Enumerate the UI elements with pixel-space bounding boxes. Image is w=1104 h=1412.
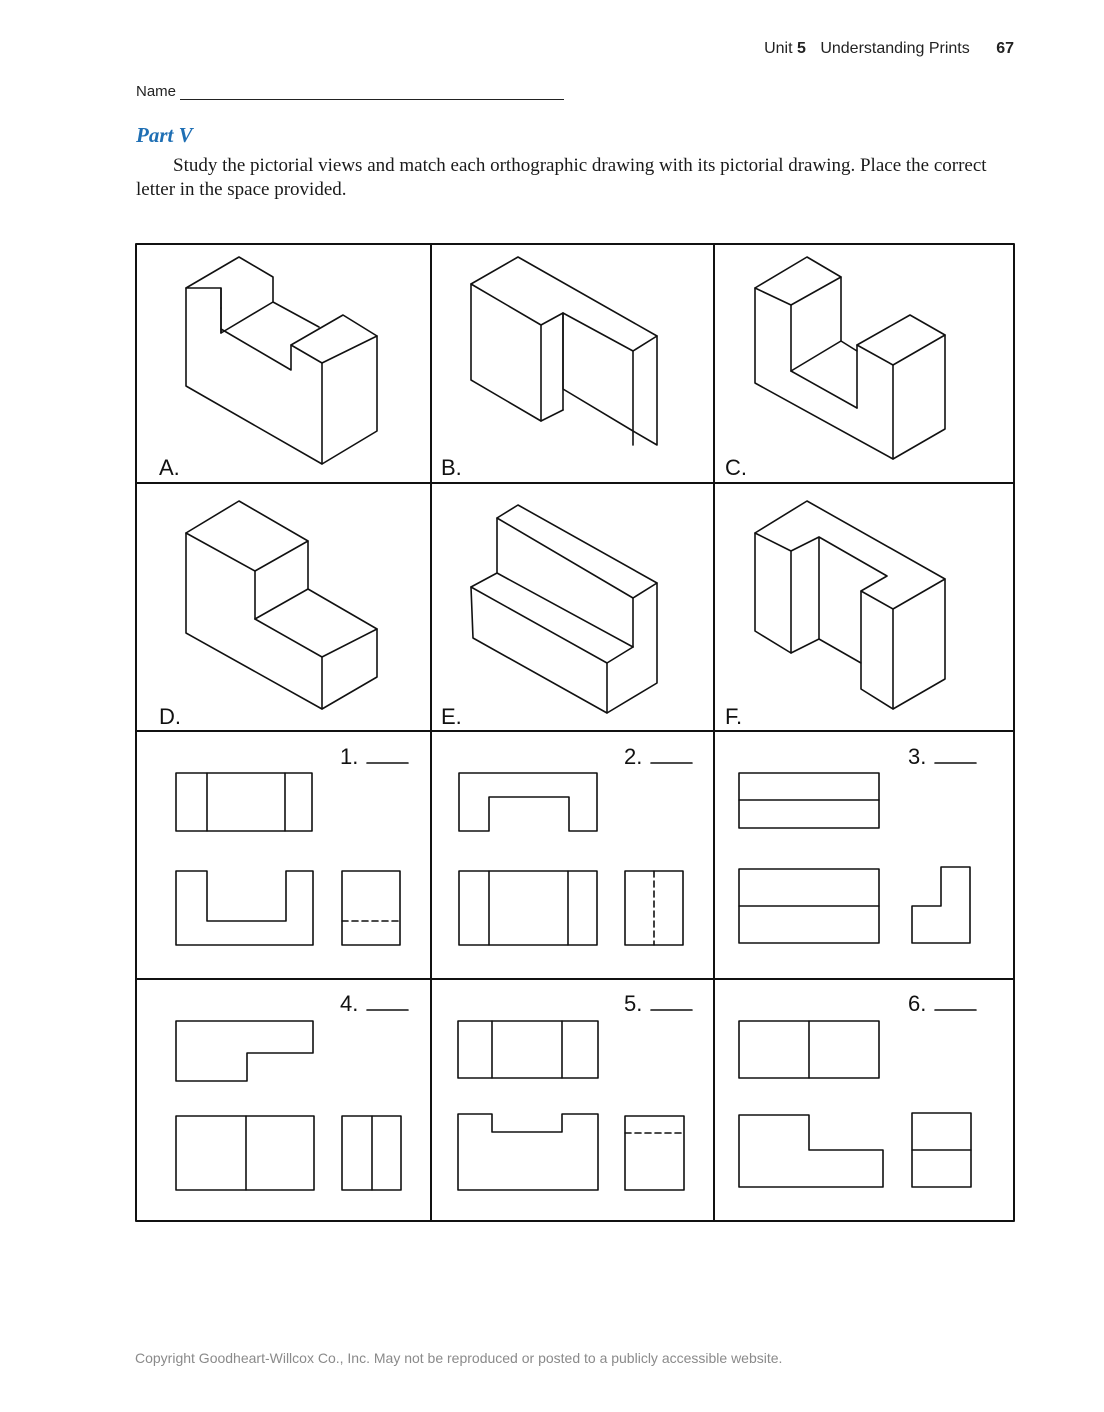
label-f: F. <box>725 704 743 729</box>
ortho-6-number: 6. <box>908 991 927 1016</box>
name-input-line[interactable] <box>180 85 564 100</box>
pictorial-d-drawing <box>186 501 377 709</box>
label-b: B. <box>441 455 462 480</box>
part-heading: Part V <box>136 123 193 147</box>
ortho-5-drawing <box>458 1021 684 1190</box>
label-e: E. <box>441 704 462 729</box>
page-number: 67 <box>996 40 1014 57</box>
pictorial-f-drawing <box>755 501 945 709</box>
label-d: D. <box>159 704 181 729</box>
pictorial-b-drawing <box>471 257 657 445</box>
ortho-4-number: 4. <box>340 991 359 1016</box>
name-label: Name <box>136 83 177 100</box>
ortho-6-drawing <box>739 1021 971 1187</box>
ortho-1-number: 1. <box>340 744 359 769</box>
ortho-2-number: 2. <box>624 744 643 769</box>
instructions: Study the pictorial views and match each orthographic drawing with its pictorial drawing. Place the correct letter in the space provided. <box>136 155 987 200</box>
unit-label: Unit <box>764 40 793 57</box>
label-c: C. <box>725 455 747 480</box>
unit-number: 5 <box>796 40 806 57</box>
pictorial-c-drawing <box>755 257 945 459</box>
grid-lines <box>136 244 1014 1221</box>
copyright-footer: Copyright Goodheart-Willcox Co., Inc. May not be reproduced or posted to a publicly accessible website. <box>135 1350 783 1366</box>
exercise-grid <box>135 243 1015 1222</box>
ortho-1-drawing <box>176 773 400 945</box>
ortho-3-number: 3. <box>908 744 927 769</box>
running-head <box>764 40 1014 58</box>
pictorial-a-drawing <box>186 257 377 464</box>
ortho-4-drawing <box>176 1021 401 1190</box>
chapter-title: Understanding Prints <box>820 40 970 57</box>
ortho-5-number: 5. <box>624 991 643 1016</box>
name-field <box>136 83 564 100</box>
ortho-2-drawing <box>459 773 683 945</box>
ortho-3-drawing <box>739 773 970 943</box>
pictorial-e-drawing <box>471 505 657 713</box>
label-a: A. <box>159 455 180 480</box>
